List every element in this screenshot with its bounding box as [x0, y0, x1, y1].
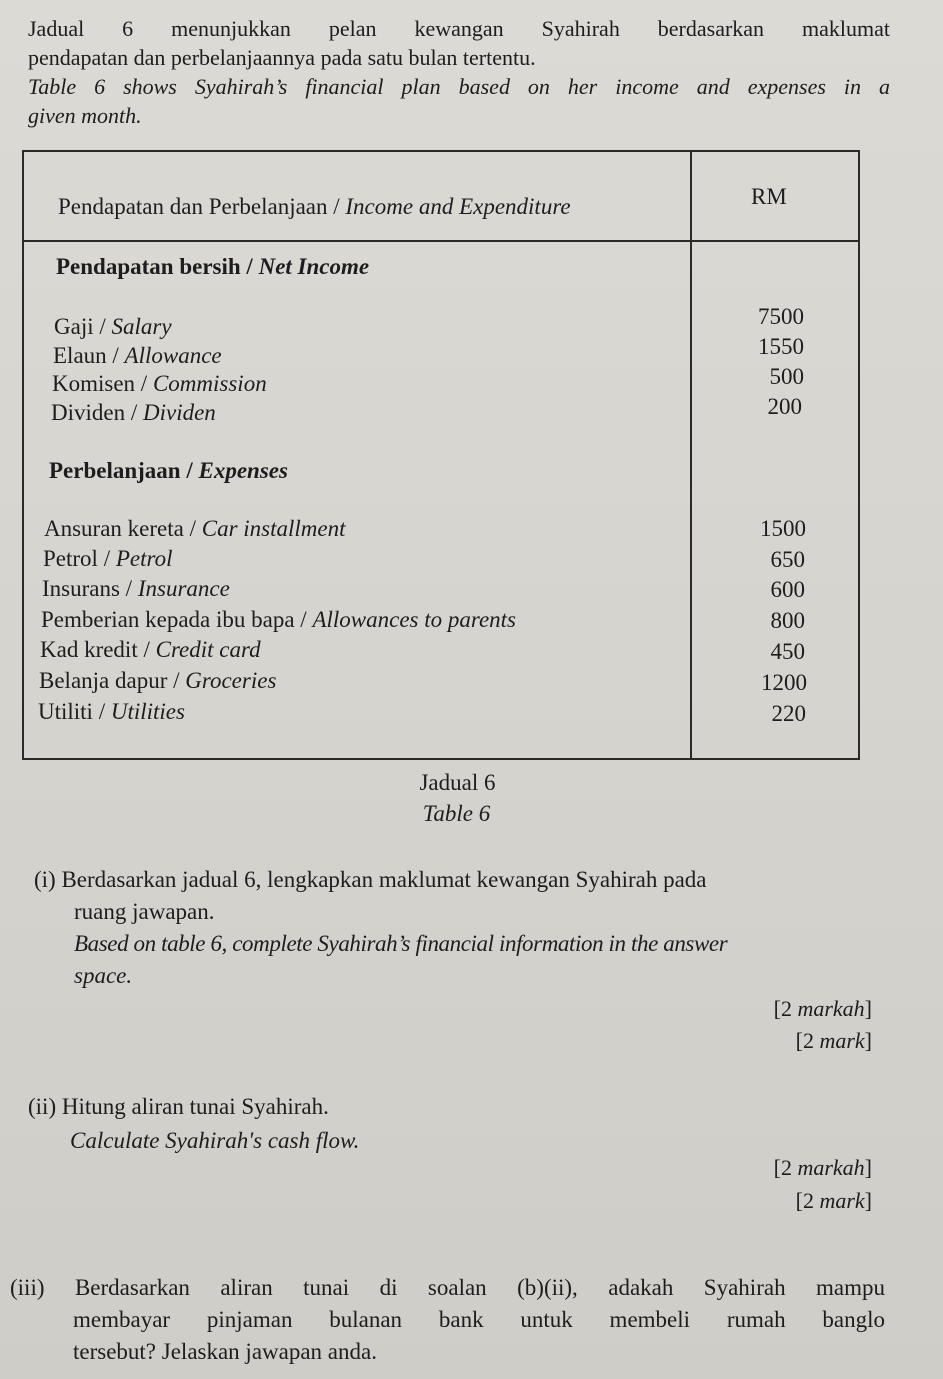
income-amount: 500 — [769, 364, 804, 389]
expense-row-label — [43, 546, 172, 572]
question-iii — [10, 1272, 885, 1368]
expense-row-label — [38, 699, 185, 725]
question-iii-line1 — [10, 1272, 885, 1304]
table-caption-ms: Jadual 6 — [419, 770, 496, 795]
question-ii-number: (ii) — [28, 1094, 57, 1119]
question-ii-mark-en: [2 mark] — [795, 1188, 872, 1213]
income-amount: 200 — [767, 394, 802, 419]
table-header-divider — [24, 240, 858, 242]
question-i-mark-en: [2 mark] — [795, 1028, 872, 1053]
table-caption-en: Table 6 — [422, 801, 491, 826]
question-i-ms-line2: ruang jawapan. — [74, 899, 215, 924]
question-iii-line2: membayar pinjaman bulanan bank untuk membeli rumah banglo — [73, 1307, 885, 1332]
intro-text — [28, 14, 890, 130]
question-i-en-line2: space. — [74, 963, 133, 988]
expense-amount: 600 — [770, 577, 805, 602]
expense-amount: 800 — [770, 608, 805, 633]
expense-row-label — [41, 607, 516, 633]
income-amount: 7500 — [758, 304, 804, 329]
income-label-ms: Dividen / — [51, 400, 143, 425]
expense-label-ms: Kad kredit / — [40, 637, 156, 662]
income-label-en: Dividen — [143, 400, 216, 425]
income-label-en: Commission — [152, 371, 267, 396]
header-left-en: Income and Expenditure — [345, 194, 571, 219]
intro-ms-line1: Jadual 6 menunjukkan pelan kewangan Syahirah berdasarkan maklumat — [28, 16, 890, 41]
expense-section-heading — [49, 458, 288, 484]
income-row-label — [52, 371, 267, 397]
question-i-mark-ms: [2 markah] — [773, 996, 872, 1021]
expense-section-ms: Perbelanjaan / — [49, 458, 199, 483]
income-amount: 1550 — [758, 334, 804, 359]
expense-label-ms: Insurans / — [42, 576, 138, 601]
expense-label-ms: Pemberian kepada ibu bapa / — [41, 607, 313, 632]
expense-amount: 650 — [770, 547, 805, 572]
expense-label-en: Allowances to parents — [312, 607, 517, 632]
expense-label-ms: Utiliti / — [38, 699, 111, 724]
question-ii-en-line: Calculate Syahirah's cash flow. — [70, 1128, 360, 1153]
income-label-ms: Elaun / — [53, 343, 125, 368]
income-section-ms: Pendapatan bersih / — [56, 254, 259, 279]
expense-amount: 1200 — [761, 670, 807, 695]
question-iii-number: (iii) — [10, 1275, 45, 1300]
expense-amount: 220 — [771, 701, 806, 726]
question-i — [34, 864, 879, 992]
question-ii-ms-text: Hitung aliran tunai Syahirah. — [61, 1094, 329, 1119]
expense-label-ms: Belanja dapur / — [39, 668, 186, 693]
expense-amount: 450 — [770, 639, 805, 664]
expense-section-en: Expenses — [198, 458, 288, 483]
question-iii-text: Berdasarkan aliran tunai di soalan (b)(ii), adakah Syahirah mampu — [74, 1275, 885, 1300]
question-ii-mark-ms: [2 markah] — [773, 1155, 872, 1180]
expense-row-label — [39, 668, 276, 694]
intro-en-line1: Table 6 shows Syahirah’s financial plan based on her income and expenses in a — [28, 74, 890, 99]
expense-label-en: Insurance — [137, 576, 230, 601]
income-label-en: Salary — [111, 314, 172, 339]
expense-row-label — [40, 637, 261, 663]
expense-label-en: Car installment — [201, 516, 346, 541]
question-ii-ms-line — [28, 1091, 873, 1123]
expense-row-label — [44, 516, 346, 542]
expense-label-en: Petrol — [115, 546, 173, 571]
income-label-ms: Gaji / — [54, 314, 112, 339]
expense-label-ms: Ansuran kereta / — [44, 516, 202, 541]
income-section-en: Net Income — [258, 254, 370, 279]
income-label-en: Allowance — [124, 343, 222, 368]
expense-label-en: Utilities — [110, 699, 185, 724]
question-iii-line3: tersebut? Jelaskan jawapan anda. — [73, 1339, 377, 1364]
income-row-label — [54, 314, 172, 340]
expense-row-label — [42, 576, 230, 602]
table-header-currency: RM — [751, 184, 787, 209]
expense-label-en: Credit card — [155, 637, 261, 662]
question-ii — [28, 1091, 873, 1157]
header-left-ms: Pendapatan dan Perbelanjaan / — [58, 194, 346, 219]
income-row-label — [53, 343, 222, 369]
intro-ms-line2: pendapatan dan perbelanjaannya pada satu bulan tertentu. — [28, 45, 536, 70]
financial-table — [22, 150, 860, 760]
income-section-heading — [56, 254, 369, 280]
expense-label-en: Groceries — [185, 668, 277, 693]
table-column-divider — [690, 152, 692, 758]
question-i-number: (i) — [34, 867, 56, 892]
income-label-ms: Komisen / — [52, 371, 153, 396]
intro-en-line2: given month. — [28, 103, 142, 128]
expense-amount: 1500 — [760, 516, 806, 541]
expense-label-ms: Petrol / — [43, 546, 116, 571]
question-i-ms-line1 — [34, 864, 879, 896]
question-i-en-line1: Based on table 6, complete Syahirah’s financial information in the answer — [74, 931, 728, 956]
income-row-label — [51, 400, 216, 426]
question-i-ms-text: Berdasarkan jadual 6, lengkapkan maklumat kewangan Syahirah pada — [61, 867, 707, 892]
table-header-description — [58, 194, 571, 220]
